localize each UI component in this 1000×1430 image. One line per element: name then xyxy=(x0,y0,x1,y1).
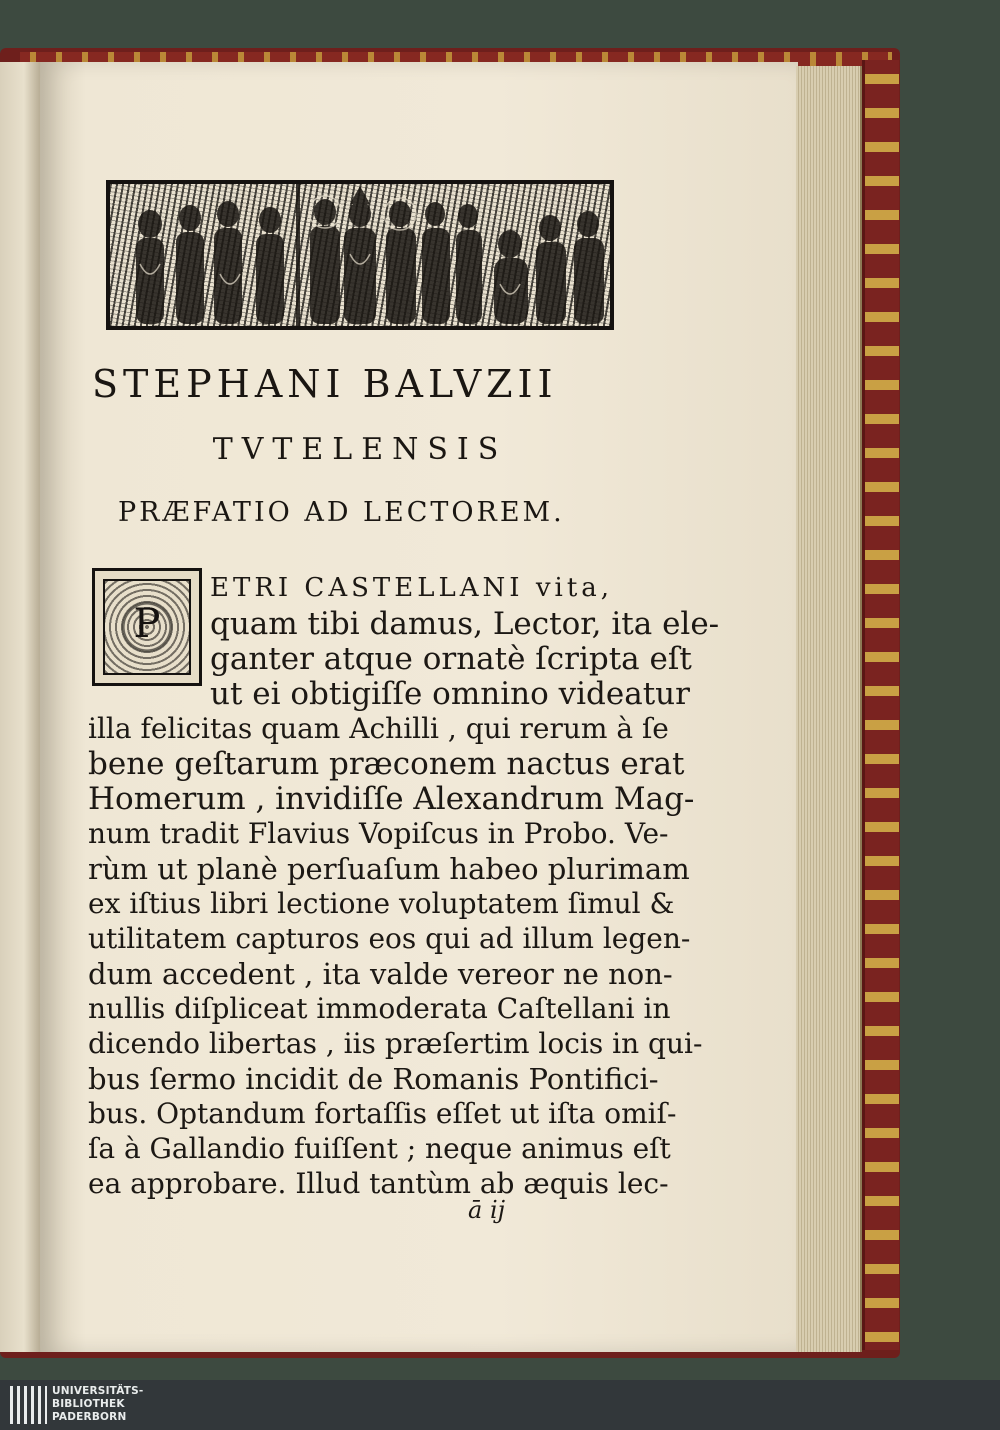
text-line: dum accedent , ita valde vereor ne non- xyxy=(88,957,673,991)
text-line: utilitatem capturos eos qui ad illum legen- xyxy=(88,922,691,955)
page-stack xyxy=(796,66,862,1352)
text-line: ut ei obtigiſſe omnino videatur xyxy=(210,676,690,712)
text-line: ea approbare. Illud tantùm ab æquis lec- xyxy=(88,1167,669,1200)
text-line: ex iſtius libri lectione voluptatem ſimul & xyxy=(88,887,675,920)
decorated-initial xyxy=(92,568,202,686)
text-line: bene geſtarum præconem nactus erat xyxy=(88,746,685,782)
library-name-line: BIBLIOTHEK xyxy=(52,1398,125,1410)
section-title: PRÆFATIO AD LECTOREM. xyxy=(118,497,565,528)
text-line: bus. Optandum fortaſſis eſſet ut iſta omiſ- xyxy=(88,1097,677,1130)
title-author: STEPHANI BALVZII xyxy=(92,362,558,406)
text-line: dicendo libertas , iis præſertim locis in qui- xyxy=(88,1027,703,1060)
text-line: Homerum , invidiſſe Alexandrum Mag- xyxy=(88,781,695,817)
library-footer xyxy=(0,1380,1000,1430)
text-line: nullis diſpliceat immoderata Caſtellani in xyxy=(88,992,671,1025)
library-name-line: UNIVERSITÄTS- xyxy=(52,1385,144,1397)
text-line: ETRI CASTELLANI vita, xyxy=(210,573,614,603)
library-name xyxy=(52,1385,252,1424)
woodcut-vignette xyxy=(106,180,614,330)
left-page-edge xyxy=(0,62,40,1352)
initial-letter: P xyxy=(133,601,161,647)
text-line: rùm ut planè perſuaſum habeo plurimam xyxy=(88,852,690,886)
text-line: quam tibi damus, Lector, ita ele- xyxy=(210,606,720,642)
library-name-line: PADERBORN xyxy=(52,1411,127,1423)
text-line: num tradit Flavius Vopiſcus in Probo. Ve- xyxy=(88,817,669,850)
text-line: ganter atque ornatè ſcripta eſt xyxy=(210,641,692,677)
text-line: illa felicitas quam Achilli , qui rerum à ſe xyxy=(88,712,669,745)
gilt-right-edge xyxy=(862,60,899,1350)
title-origin: TVTELENSIS xyxy=(212,432,508,467)
text-line: bus ſermo incidit de Romanis Pontifici- xyxy=(88,1062,659,1096)
library-logo-icon xyxy=(10,1386,50,1424)
show-through-text xyxy=(240,132,660,172)
signature-mark: ā ij xyxy=(468,1196,506,1224)
text-line: ſa à Gallandio fuiſſent ; neque animus eſt xyxy=(88,1132,671,1165)
